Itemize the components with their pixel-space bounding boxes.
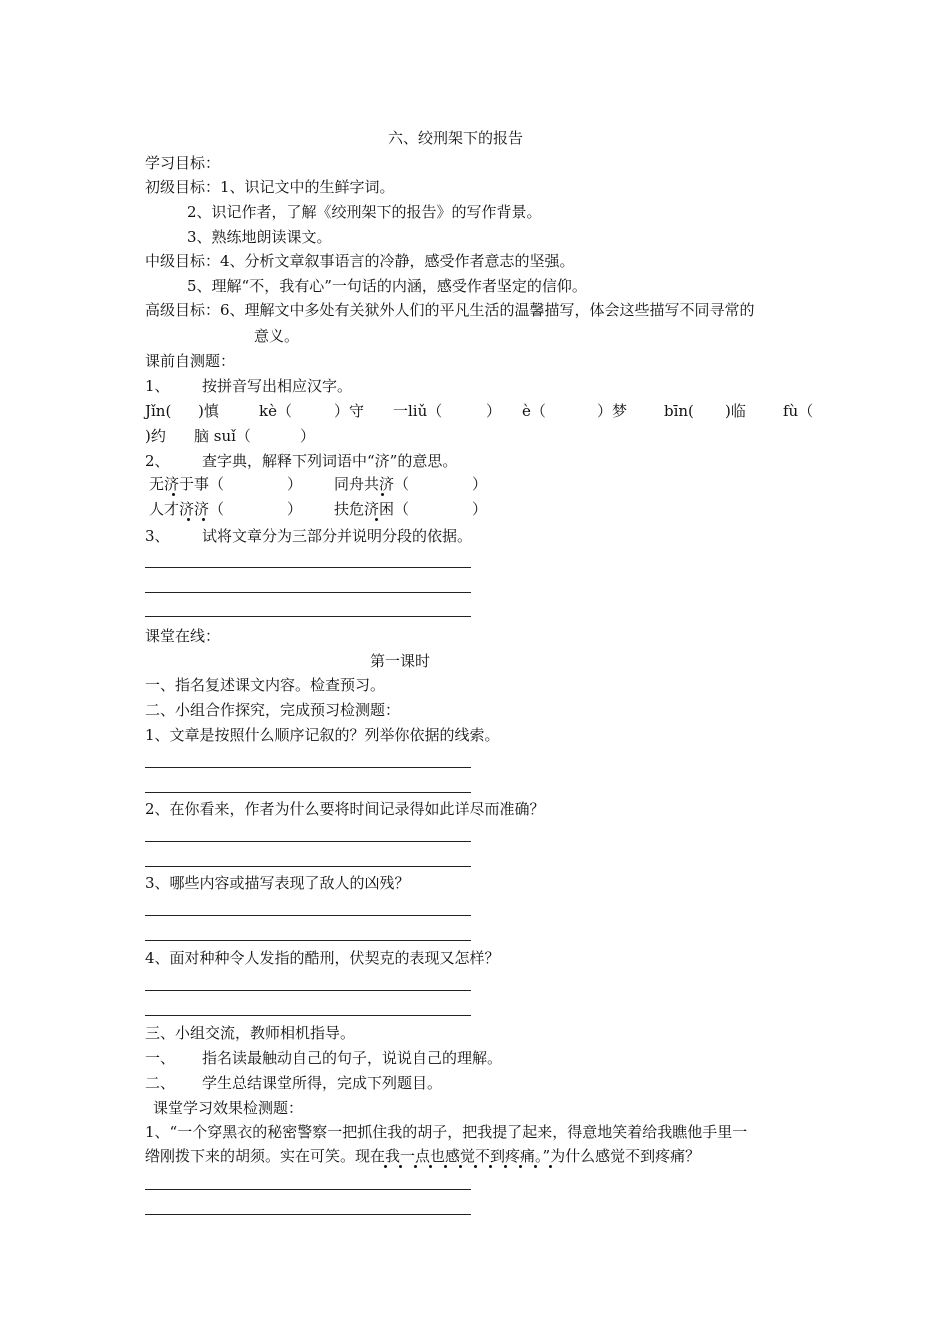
answer-line	[145, 915, 471, 916]
objective-3: 3、熟练地朗读课文。	[187, 228, 332, 246]
sub-step-2-number: 二、	[145, 1074, 176, 1092]
question-4: 4、面对种种令人发指的酷刑，伏契克的表现又怎样？	[145, 949, 500, 967]
word-item: ）	[287, 500, 303, 518]
pinyin-item: fù（	[783, 402, 814, 420]
answer-line	[145, 841, 471, 842]
pretest-q1-number: 1、	[145, 377, 170, 395]
sub-step-1-text: 指名读最触动自己的句子，说说自己的理解。	[202, 1049, 503, 1067]
word-item: 人才济济（	[149, 500, 225, 518]
check-question-line-2: 绺刚拨下来的胡须。实在可笑。现在我一点也感觉不到疼痛。”为什么感觉不到疼痛？	[145, 1147, 701, 1165]
objectives-heading: 学习目标：	[145, 154, 221, 172]
objective-5: 5、理解“不，我有心”一句话的内涵，感受作者坚定的信仰。	[187, 277, 587, 295]
pinyin-item: 脑 suǐ（	[194, 427, 251, 445]
pinyin-item: )临	[725, 402, 746, 420]
answer-line	[145, 990, 471, 991]
pinyin-item: è（	[522, 402, 546, 420]
pinyin-item: ）	[300, 427, 316, 445]
answer-line	[145, 940, 471, 941]
step-3: 三、小组交流，教师相机指导。	[145, 1024, 356, 1042]
answer-line	[145, 1214, 471, 1215]
answer-line	[145, 1015, 471, 1016]
answer-line	[145, 616, 471, 617]
answer-line	[145, 866, 471, 867]
objective-2: 2、识记作者，了解《绞刑架下的报告》的写作背景。	[187, 203, 542, 221]
question-3: 3、哪些内容或描写表现了敌人的凶残？	[145, 874, 410, 892]
emphasis-dots	[187, 518, 217, 524]
pretest-q2-text: 查字典，解释下列词语中“济”的意思。	[202, 452, 458, 470]
pinyin-item: bīn(	[664, 402, 694, 420]
step-2: 二、小组合作探究，完成预习检测题：	[145, 701, 401, 719]
objective-6-cont: 意义。	[254, 327, 300, 345]
objective-1: 初级目标：1、识记文中的生鲜字词。	[145, 178, 395, 196]
page-title: 六、绞刑架下的报告	[388, 129, 524, 147]
pretest-q3-number: 3、	[145, 527, 170, 545]
objective-6: 高级目标：6、理解文中多处有关狱外人们的平凡生活的温馨描写，体会这些描写不同寻常的	[145, 301, 755, 319]
pinyin-item: 一liǔ（	[393, 402, 443, 420]
classroom-heading: 课堂在线：	[145, 627, 221, 645]
pinyin-item: )约	[145, 427, 166, 445]
pinyin-item: ）梦	[597, 402, 628, 420]
emphasis-dots	[384, 1165, 564, 1171]
pretest-heading: 课前自测题：	[145, 352, 236, 370]
question-1: 1、文章是按照什么顺序记叙的？列举你依据的线索。	[145, 726, 500, 744]
word-item: ）	[472, 475, 488, 493]
word-item: 扶危济困（	[334, 500, 410, 518]
pretest-q1-text: 按拼音写出相应汉字。	[202, 377, 353, 395]
answer-line	[145, 767, 471, 768]
emphasis-dots	[375, 518, 390, 524]
word-item: 同舟共济（	[334, 475, 410, 493]
pinyin-item: ）守	[334, 402, 365, 420]
answer-line	[145, 1189, 471, 1190]
lesson-title: 第一课时	[370, 652, 431, 670]
answer-line	[145, 567, 471, 568]
check-heading: 课堂学习效果检测题：	[153, 1099, 304, 1117]
answer-line	[145, 792, 471, 793]
pinyin-item: )慎	[198, 402, 219, 420]
pinyin-item: kè（	[259, 402, 292, 420]
pinyin-item: ）	[486, 402, 502, 420]
pretest-q3-text: 试将文章分为三部分并说明分段的依据。	[202, 527, 473, 545]
sub-step-2-text: 学生总结课堂所得，完成下列题目。	[202, 1074, 443, 1092]
question-2: 2、在你看来，作者为什么要将时间记录得如此详尽而准确？	[145, 800, 545, 818]
word-item: ）	[287, 475, 303, 493]
pretest-q2-number: 2、	[145, 452, 170, 470]
step-1: 一、指名复述课文内容。检查预习。	[145, 676, 386, 694]
check-question-line-1: 1、“一个穿黑衣的秘密警察一把抓住我的胡子，把我提了起来，得意地笑着给我瞧他手里一	[145, 1123, 748, 1141]
objective-4: 中级目标：4、分析文章叙事语言的冷静，感受作者意志的坚强。	[145, 252, 575, 270]
word-item: ）	[472, 500, 488, 518]
sub-step-1-number: 一、	[145, 1049, 176, 1067]
answer-line	[145, 592, 471, 593]
pinyin-item: Jǐn(	[145, 402, 172, 420]
word-item: 无济于事（	[149, 475, 225, 493]
